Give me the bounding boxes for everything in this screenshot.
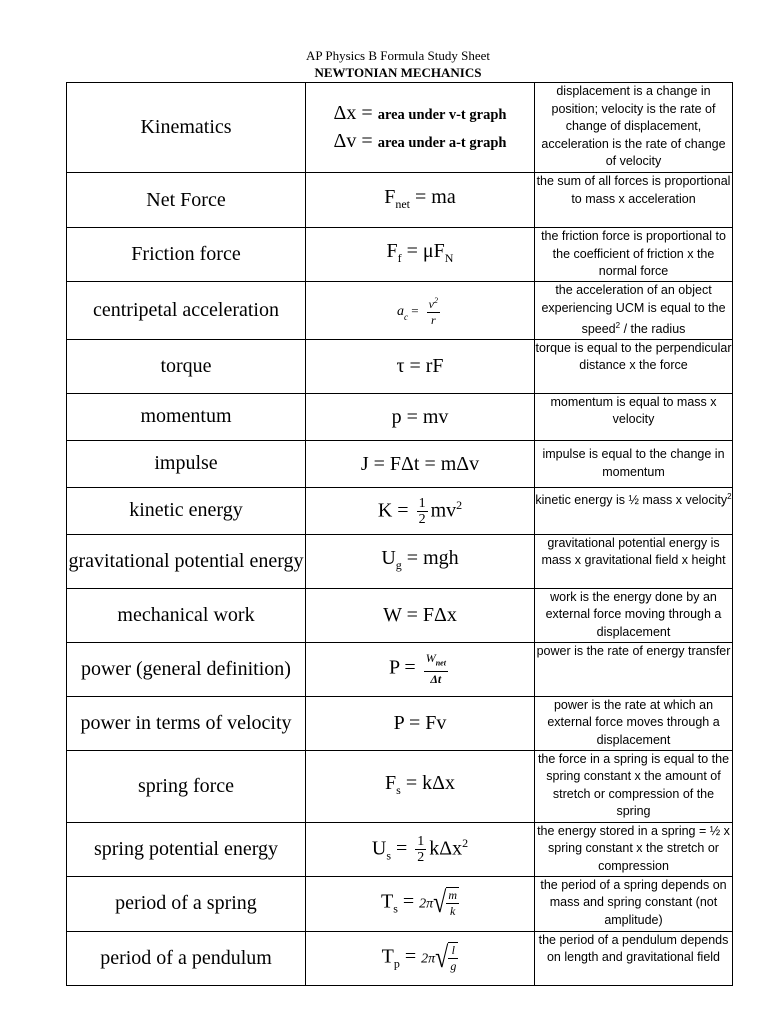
concept-name: momentum: [67, 393, 306, 440]
fraction-numerator: m: [448, 888, 458, 903]
fraction: [417, 496, 428, 527]
concept-name: mechanical work: [67, 588, 306, 642]
formula: [306, 173, 535, 228]
table-row: [67, 696, 733, 750]
formula-equals: =: [397, 890, 415, 913]
formula-lhs: F: [384, 185, 396, 208]
section-heading: NEWTONIAN MECHANICS: [314, 65, 482, 80]
table-row: [67, 440, 733, 487]
formula-subscript: s: [393, 901, 398, 916]
description: the sum of all forces is proportional to mass x acceleration: [535, 173, 733, 228]
formula: [306, 83, 535, 173]
description: the period of a spring depends on mass and spring constant (not amplitude): [535, 876, 733, 931]
table-row: [67, 750, 733, 822]
formula: [306, 228, 535, 282]
formula: [306, 931, 535, 985]
formula: τ = rF: [306, 339, 535, 393]
description: impulse is equal to the change in momentum: [535, 440, 733, 487]
table-row: [67, 931, 733, 985]
formula-lhs: U: [381, 546, 396, 569]
concept-name: Kinematics: [67, 83, 306, 173]
formula-lhs: F: [386, 240, 398, 262]
fraction-denominator: Δt: [430, 671, 442, 686]
formula-lhs: K =: [377, 499, 409, 522]
description: [535, 487, 733, 534]
square-root: √ $\frac{m}{k}$: [433, 887, 458, 920]
description-text: the acceleration of an object experiencing UCM is equal to the speed: [541, 283, 726, 337]
formula: [306, 534, 535, 588]
formula-lhs: T: [381, 945, 394, 968]
table-row: [67, 83, 733, 173]
description: work is the energy done by an external force moving through a displacement: [535, 588, 733, 642]
fraction-denominator: 2: [417, 850, 425, 866]
formula-subscript: s: [386, 848, 391, 863]
formula: [306, 750, 535, 822]
description-text: / the radius: [620, 322, 686, 337]
formula-symbol: Δx =: [333, 101, 373, 124]
description: the energy stored in a spring = ½ x spring constant x the stretch or compression: [535, 822, 733, 876]
formula-subscript: c: [404, 311, 409, 322]
concept-name: period of a spring: [67, 876, 306, 931]
description: torque is equal to the perpendicular distance x the force: [535, 339, 733, 393]
formula-equals: =: [399, 945, 417, 968]
table-row: [67, 822, 733, 876]
concept-name: spring force: [67, 750, 306, 822]
fraction-numerator: v: [428, 296, 434, 311]
formula-subscript: s: [396, 782, 401, 797]
formula: J = FΔt = mΔv: [306, 440, 535, 487]
sheet-title: AP Physics B Formula Study Sheet: [305, 48, 491, 63]
concept-name: spring potential energy: [67, 822, 306, 876]
table-row: [67, 393, 733, 440]
table-row: [67, 228, 733, 282]
fraction-numerator: 1: [417, 834, 425, 850]
table-row: [67, 534, 733, 588]
formula: P = Fv: [306, 696, 535, 750]
description: momentum is equal to mass x velocity: [535, 393, 733, 440]
formula-rhs: = μF: [401, 240, 445, 262]
concept-name: kinetic energy: [67, 487, 306, 534]
description: gravitational potential energy is mass x gravitational field x height: [535, 534, 733, 588]
formula-subscript: f: [397, 251, 402, 265]
concept-name: gravitational potential energy: [67, 534, 306, 588]
concept-name: impulse: [67, 440, 306, 487]
fraction: [427, 293, 440, 328]
fraction-numerator: l: [448, 943, 458, 959]
formula-text: area under a-t graph: [377, 134, 507, 151]
table-row: [67, 876, 733, 931]
formula-lhs: T: [380, 890, 394, 913]
fraction-denominator: k: [450, 904, 456, 919]
concept-name: torque: [67, 339, 306, 393]
formula: [306, 487, 535, 534]
formula-subscript: p: [393, 956, 400, 971]
concept-name: centripetal acceleration: [67, 282, 306, 340]
table-row: [67, 588, 733, 642]
fraction-numerator: W: [425, 651, 436, 666]
formula-coefficient: 2π: [419, 896, 434, 912]
formula: p = mv: [306, 393, 535, 440]
formula-lhs: U: [371, 837, 387, 860]
fraction-denominator: g: [450, 958, 457, 973]
formula-rhs: = mgh: [401, 546, 459, 569]
formula-superscript: 2: [462, 835, 469, 850]
table-row: [67, 282, 733, 340]
formula-subscript: g: [395, 557, 402, 572]
fraction: [424, 651, 448, 686]
formula-subscript: net: [395, 196, 411, 211]
table-row: [67, 339, 733, 393]
formula-superscript: 2: [433, 295, 438, 305]
formula-rhs: mv: [430, 499, 457, 522]
fraction-numerator: 1: [418, 496, 426, 512]
formula-lhs: a: [397, 303, 405, 319]
description-superscript: 2: [615, 321, 621, 330]
description: power is the rate of energy transfer: [535, 642, 733, 696]
formula-equals: =: [390, 837, 408, 860]
description: the period of a pendulum depends on length and gravitational field: [535, 931, 733, 985]
formula-table: [66, 82, 733, 986]
formula-rhs: = kΔx: [400, 771, 455, 794]
concept-name: Friction force: [67, 228, 306, 282]
table-row: [67, 487, 733, 534]
formula: [306, 642, 535, 696]
formula-lhs: F: [385, 771, 397, 794]
description: the force in a spring is equal to the spring constant x the amount of stretch or compression of the spring: [535, 750, 733, 822]
formula-subscript: N: [444, 251, 454, 265]
formula-text: area under v-t graph: [377, 106, 507, 123]
table-row: [67, 173, 733, 228]
description: the friction force is proportional to the coefficient of friction x the normal force: [535, 228, 733, 282]
formula: [306, 282, 535, 340]
formula-superscript: 2: [456, 497, 463, 512]
formula-coefficient: 2π: [421, 951, 436, 967]
table-row: [67, 642, 733, 696]
formula-subscript: net: [435, 658, 446, 668]
description: power is the rate at which an external force moves through a displacement: [535, 696, 733, 750]
fraction-denominator: r: [430, 312, 436, 327]
concept-name: period of a pendulum: [67, 931, 306, 985]
fraction: [415, 834, 426, 865]
formula-symbol: Δv =: [333, 129, 373, 152]
concept-name: power in terms of velocity: [67, 696, 306, 750]
formula: [306, 876, 535, 931]
formula: W = FΔx: [306, 588, 535, 642]
description: displacement is a change in position; velocity is the rate of change of displacement, acceleration is the rate of change of velocity: [535, 83, 733, 173]
description-text: kinetic energy is ½ mass x velocity: [535, 492, 728, 507]
description-superscript: 2: [727, 491, 732, 501]
concept-name: power (general definition): [67, 642, 306, 696]
description: [535, 282, 733, 340]
formula-lhs: P =: [389, 656, 416, 679]
concept-name: Net Force: [67, 173, 306, 228]
formula-rhs: = ma: [410, 185, 456, 208]
formula-equals: =: [408, 302, 419, 318]
fraction-denominator: 2: [418, 512, 426, 528]
formula-rhs: kΔx: [429, 837, 463, 860]
formula: [306, 822, 535, 876]
square-root: √ $\frac{l}{g}$: [435, 941, 457, 975]
